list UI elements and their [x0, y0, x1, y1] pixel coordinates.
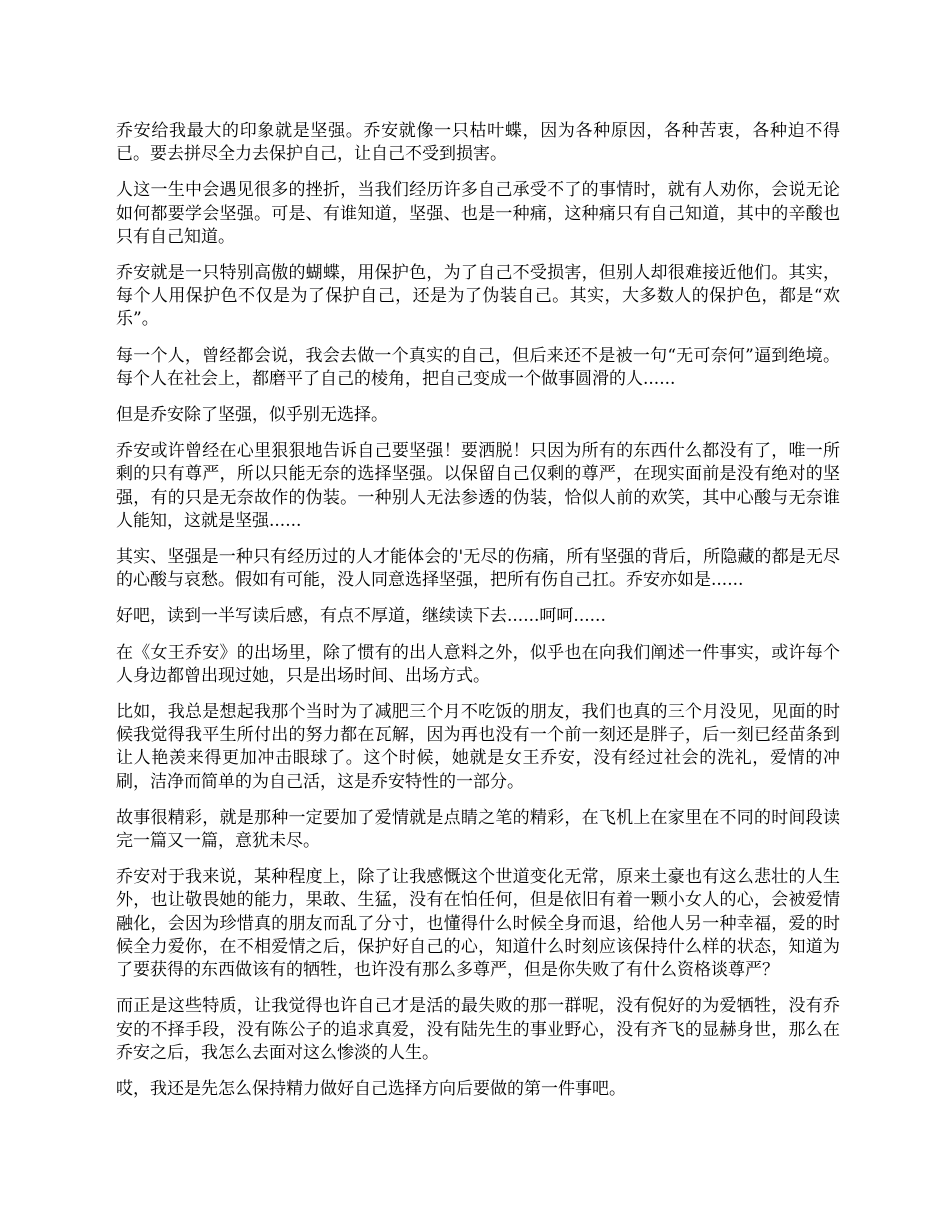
paragraph-1: 乔安给我最大的印象就是坚强。乔安就像一只枯叶蝶，因为各种原因，各种苦衷，各种迫不得已。要去拼尽全力去保护自己，让自己不受到损害。 — [116, 121, 840, 165]
paragraph-11: 故事很精彩，就是那种一定要加了爱情就是点睛之笔的精彩，在飞机上在家里在不同的时间段读完一篇又一篇，意犹未尽。 — [116, 807, 840, 852]
document-body — [116, 120, 840, 1114]
paragraph-8: 好吧，读到一半写读后感，有点不厚道，继续读下去......呵呵...... — [116, 606, 606, 627]
paragraph-6: 乔安或许曾经在心里狠狠地告诉自己要坚强！要洒脱！只因为所有的东西什么都没有了，唯一所剩的只有尊严，所以只能无奈的选择坚强。以保留自己仅剩的尊严，在现实面前是没有绝对的坚强，有的只是无奈故作的伪装。一种别人无法参透的伪装，恰似人前的欢笑，其中心酸与无奈谁人能知，这就是坚强...... — [116, 441, 840, 531]
paragraph-14: 哎，我还是先怎么保持精力做好自己选择方向后要做的第一件事吧。 — [116, 1078, 626, 1099]
paragraph-13: 而正是这些特质，让我觉得也许自己才是活的最失败的那一群呢，没有倪好的为爱牺牲，没有乔安的不择手段，没有陈公子的追求真爱，没有陆先生的事业野心，没有齐飞的显赫身世，那么在乔安之后，我怎么去面对这么惨淡的人生。 — [116, 996, 840, 1063]
paragraph-4: 每一个人，曾经都会说，我会去做一个真实的自己，但后来还不是被一句“无可奈何”逼到绝境。每个人在社会上，都磨平了自己的棱角，把自己变成一个做事圆滑的人...... — [116, 345, 840, 389]
paragraph-2: 人这一生中会遇见很多的挫折，当我们经历许多自己承受不了的事情时，就有人劝你，会说无论如何都要学会坚强。可是、有谁知道，坚强、也是一种痛，这种痛只有自己知道，其中的辛酸也只有自己知道。 — [116, 180, 840, 247]
paragraph-12: 乔安对于我来说，某种程度上，除了让我感慨这个世道变化无常，原来土豪也有这么悲壮的人生外，也让敬畏她的能力，果敢、生猛，没有在怕任何，但是依旧有着一颗小女人的心，会被爱情融化，会因为珍惜真的朋友而乱了分寸，也懂得什么时候全身而退，给他人另一种幸福，爱的时候全力爱你，在不相爱情之后，保护好自己的心，知道什么时刻应该保持什么样的状态，知道为了要获得的东西做该有的牺牲，也许没有那么多尊严，但是你失败了有什么资格谈尊严？ — [116, 867, 840, 981]
paragraph-5: 但是乔安除了坚强，似乎别无选择。 — [116, 405, 388, 426]
paragraph-3: 乔安就是一只特别高傲的蝴蝶，用保护色，为了自己不受损害，但别人却很难接近他们。其实，每个人用保护色不仅是为了保护自己，还是为了伪装自己。其实，大多数人的保护色，都是“欢乐”。 — [116, 263, 840, 330]
paragraph-9: 在《女王乔安》的出场里，除了惯有的出人意料之外，似乎也在向我们阐述一件事实，或许每个人身边都曾出现过她，只是出场时间、出场方式。 — [116, 642, 840, 686]
paragraph-7: 其实、坚强是一种只有经历过的人才能体会的'无尽的伤痛，所有坚强的背后，所隐藏的都是无尽的心酸与哀愁。假如有可能，没人同意选择坚强，把所有伤自己扛。乔安亦如是...... — [116, 547, 840, 591]
paragraph-10: 比如，我总是想起我那个当时为了减肥三个月不吃饭的朋友，我们也真的三个月没见，见面的时候我觉得我平生所付出的努力都在瓦解，因为再也没有一个前一刻还是胖子，后一刻已经苗条到让人艳羡来得更加冲击眼球了。这个时候，她就是女王乔安，没有经过社会的洗礼，爱情的冲刷，洁净而简单的为自己活，这是乔安特性的一部分。 — [116, 702, 840, 792]
